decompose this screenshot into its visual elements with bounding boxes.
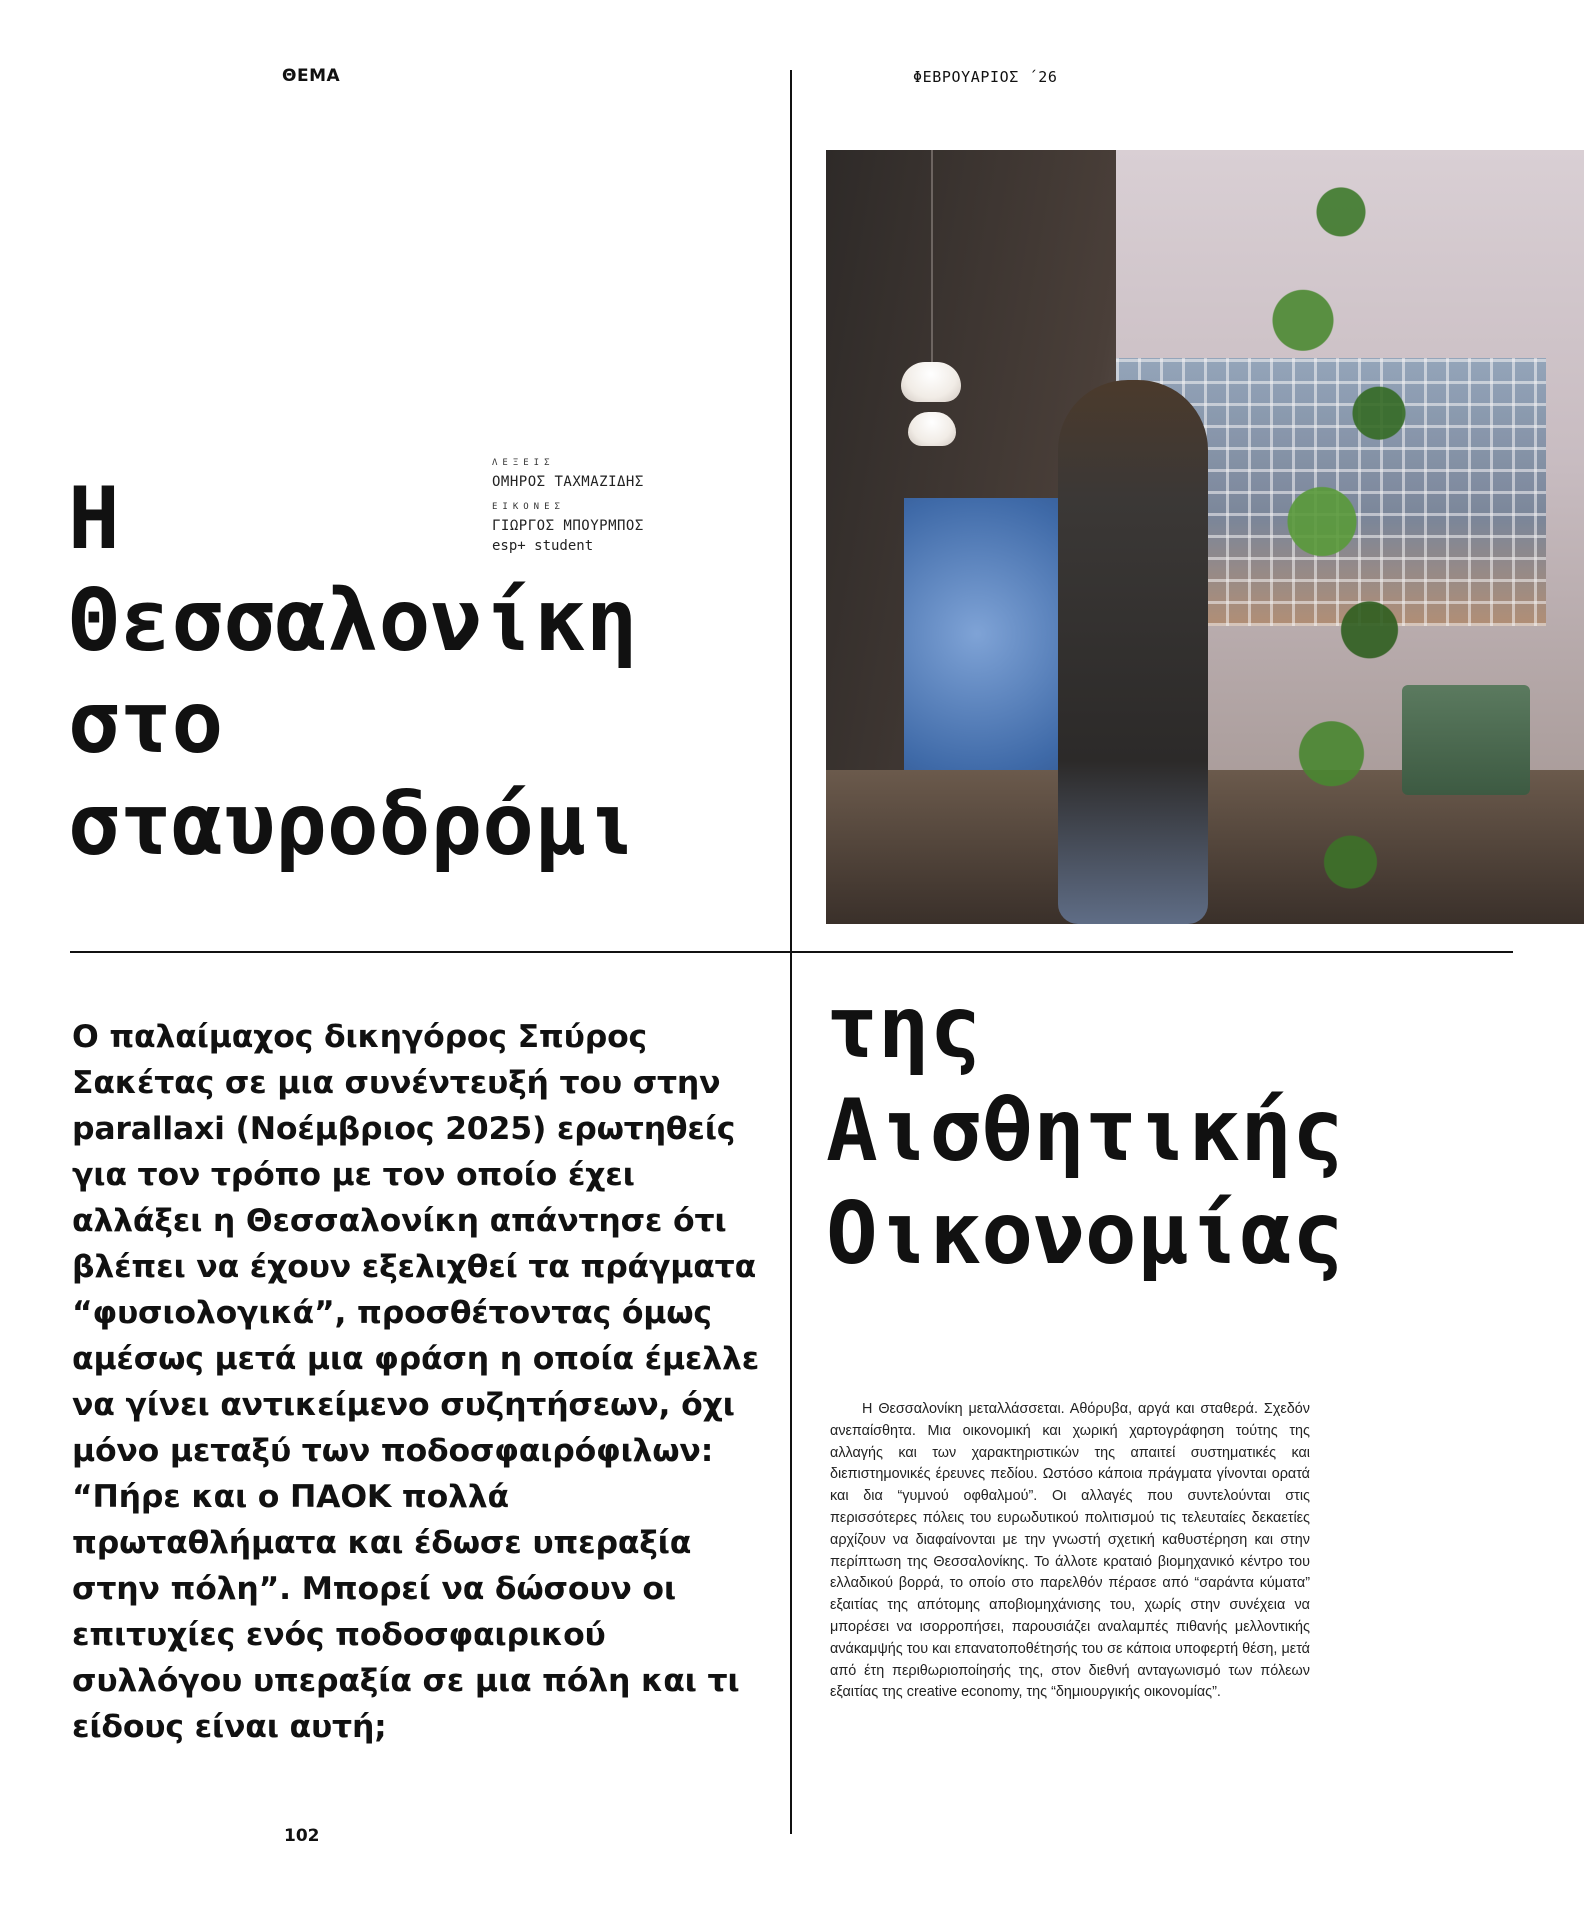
photographer-name: ΓΙΩΡΓΟΣ ΜΠΟΥΡΜΠΟΣ [492, 518, 644, 534]
issue-date: ΦΕΒΡΟΥΑΡΙΟΣ ΄26 [913, 68, 1058, 86]
section-label: ΘΕΜΑ [282, 66, 341, 86]
article-photo [826, 150, 1584, 924]
title-line: Αισθητικής [826, 1081, 1344, 1181]
photographer-affiliation: esp+ student [492, 538, 594, 554]
title-line: Θεσσαλονίκη [68, 571, 638, 671]
title-line: στο [68, 673, 224, 773]
article-title-part-2 [826, 978, 1344, 1294]
article-title-part-1 [68, 476, 780, 884]
horizontal-divider [70, 951, 1513, 953]
title-line: Οικονομίας [826, 1184, 1344, 1284]
images-label: ΕΙΚΟΝΕΣ [492, 502, 565, 512]
title-line: σταυροδρόμι [68, 775, 638, 875]
page-number: 102 [284, 1826, 320, 1846]
title-line: της [826, 978, 982, 1078]
body-paragraph: Η Θεσσαλονίκη μεταλλάσσεται. Αθόρυβα, αργά και σταθερά. Σχεδόν ανεπαίσθητα. Μια οικονομική και χωρική χαρτογράφηση τούτης της αλλαγής και των χαρακτηριστικών της απαιτεί συστηματικές και διεπιστημονικές έρευνες πεδίου. Ωστόσο κάποια πράγματα γίνονται ορατά και δια “γυμνού οφθαλμού”. Οι αλλαγές που συντελούνται στις περισσότερες πόλεις του ευρωδυτικού πολιτισμού τις τελευταίες δεκαετίες αρχίζουν να διαφαίνονται με την γνωστή σχετική καθυστέρηση και στην περίπτωση της Θεσσαλονίκης. Το άλλοτε κραταιό βιομηχανικό κέντρο του ελλαδικού βορρά, το οποίο στο παρελθόν πέρασε από “σαράντα κύματα” εξαιτίας της απότομης αποβιομηχάνισης του, χωρίς στην συνέχεια να μπορέσει να ισορροπήσει, παρουσιάζει αναλαμπές πιθανής μελλοντικής ανάκαμψής του και επανατοποθέτησής του σε κάποια υποφερτή θέση, μετά από έτη περιθωριοποίησής της, στον διεθνή ανταγωνισμό των πόλεων εξαιτίας της creative economy, της “δημιουργικής οικονομίας”. [830, 1401, 1310, 1701]
writer-name: ΟΜΗΡΟΣ ΤΑΧΜΑΖΙΔΗΣ [492, 474, 644, 490]
title-line: Η [68, 476, 120, 569]
words-label: ΛΕΞΕΙΣ [492, 458, 555, 468]
lede-paragraph: Ο παλαίμαχος δικηγόρος Σπύρος Σακέτας σε μια συνέντευξή του στην parallaxi (Νοέμβριος 2025) ερωτηθείς για τον τρόπο με τον οποίο έχει αλλάξει η Θεσσαλονίκη απάντησε ότι βλέπει να έχουν εξελιχθεί τα πράγματα “φυσιολογικά”, προσθέτοντας όμως αμέσως μετά μια φράση η οποία έμελλε να γίνει αντικείμενο συζητήσεων, όχι μόνο μεταξύ των ποδοσφαιρόφιλων: “Πήρε και ο ΠΑΟΚ πολλά πρωταθλήματα και έδωσε υπεραξία στην πόλη”. Μπορεί να δώσουν οι επιτυχίες ενός ποδοσφαιρικού συλλόγου υπεραξία σε μια πόλη και τι είδους είναι αυτή; [72, 1019, 760, 1745]
